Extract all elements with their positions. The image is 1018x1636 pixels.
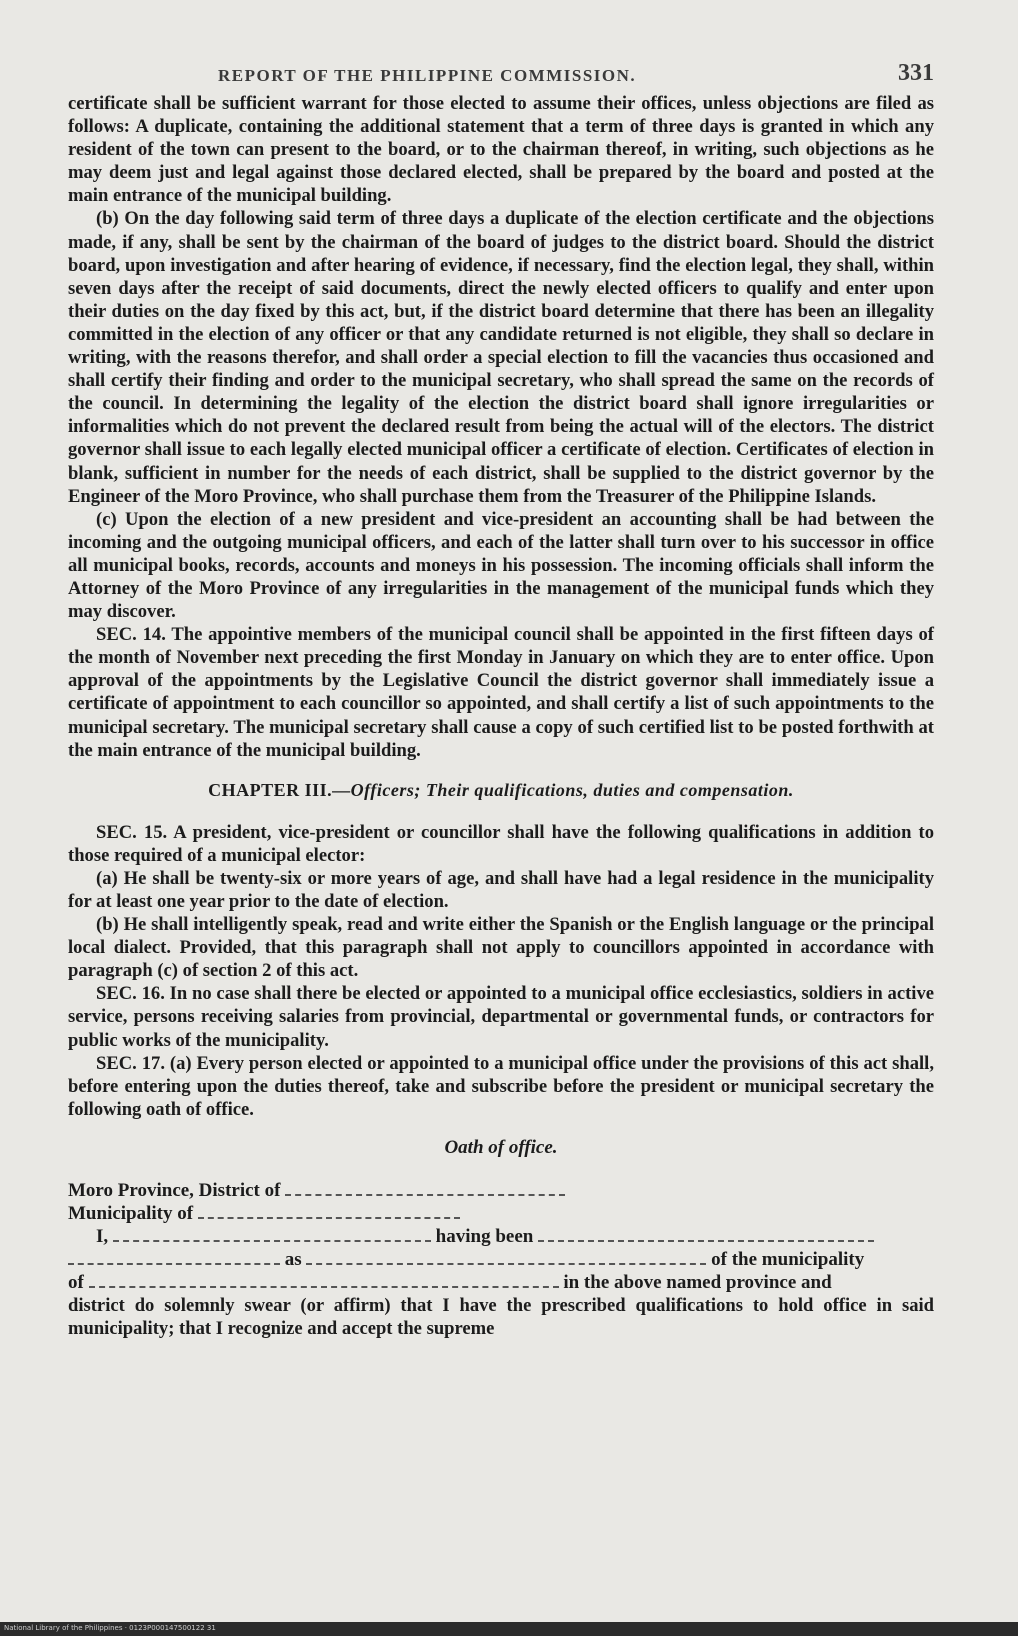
- body-paragraph: certificate shall be sufficient warrant for those elected to assume their offices, unless objections are filed as follows: A duplicate, containing the additional statement that a term of three days is granted in which any resident of the town can present to the board, or to the chairman thereof, in writing, such objections as he may deem just and legal against those declared elected, shall be prepared by the board and posted at the main entrance of the municipal building.: [68, 93, 934, 207]
- section-14-paragraph: SEC. 14. The appointive members of the municipal council shall be appointed in the first fifteen days of the month of November next preceding the first Monday in January on which they are to enter office. Upon approval of the appointments by the Legislative Council the district governor shall immediately issue a certificate of appointment to each councillor so appointed, and shall certify a list of such appointments to the municipal secretary. The municipal secretary shall cause a copy of such certified list to be posted forthwith at the main entrance of the municipal building.: [68, 624, 934, 761]
- scan-footer-strip: [0, 1622, 1018, 1636]
- blank-field: [306, 1251, 706, 1265]
- oath-text: district do solemnly swear (or affirm) that I have the prescribed qualifications to hold office in said municipality; that I recognize and accept the supreme: [68, 1294, 934, 1340]
- blank-field: [113, 1228, 431, 1242]
- blank-field: [198, 1205, 460, 1219]
- oath-label: of: [68, 1271, 84, 1293]
- scan-source-label: National Library of the Philippines · 0123P000147500122 31: [4, 1624, 216, 1632]
- blank-field: [89, 1274, 559, 1288]
- body-paragraph: (b) On the day following said term of three days a duplicate of the election certificate and the objections made, if any, shall be sent by the chairman of the board of judges to the district board. Should the district board, upon investigation and after hearing of evidence, if necessary, find the election legal, they shall, within seven days after the receipt of said documents, direct the newly elected officers to qualify and enter upon their duties on the day fixed by this act, but, if the district board determine that there has been an illegality committed in the election of any officer or that any candidate returned is not eligible, they shall so declare in writing, with the reasons therefor, and shall order a special election to fill the vacancies thus occasioned and shall certify their finding and order to the municipal secretary, who shall spread the same on the records of the council. In determining the legality of the election the district board shall ignore irregularities or informalities which do not prevent the declared result from being the actual will of the electors. The district governor shall issue to each legally elected municipal officer a certificate of election. Certificates of election in blank, sufficient in number for the needs of each district, shall be supplied to the district governor by the Engineer of the Moro Province, who shall purchase them from the Treasurer of the Philippine Islands.: [68, 208, 934, 507]
- section-16-paragraph: SEC. 16. In no case shall there be elected or appointed to a municipal office ecclesiastics, soldiers in active service, persons receiving salaries from provincial, departmental or governmental funds, or contractors for public works of the municipality.: [68, 983, 934, 1051]
- oath-label: of the municipality: [711, 1248, 865, 1270]
- oath-label: I,: [96, 1225, 109, 1247]
- chapter-heading: [68, 780, 934, 801]
- oath-label: Moro Province, District of: [68, 1179, 281, 1201]
- oath-label: as: [284, 1248, 302, 1270]
- page-header-title: REPORT OF THE PHILIPPINE COMMISSION.: [218, 66, 637, 85]
- page-number: 331: [898, 60, 934, 86]
- oath-form-line: [68, 1202, 934, 1225]
- chapter-label: CHAPTER III.—: [208, 779, 351, 800]
- blank-field: [538, 1228, 874, 1242]
- oath-label: Municipality of: [68, 1202, 194, 1224]
- body-paragraph: (c) Upon the election of a new president and vice-president an accounting shall be had between the incoming and the outgoing municipal officers, and each of the latter shall turn over to his successor in office all municipal books, records, accounts and moneys in his possession. The incoming officials shall inform the Attorney of the Moro Province of any irregularities in the management of the municipal funds which they may discover.: [68, 508, 934, 623]
- section-17-paragraph: SEC. 17. (a) Every person elected or appointed to a municipal office under the provisions of this act shall, before entering upon the duties thereof, take and subscribe before the president or municipal secretary the following oath of office.: [68, 1052, 934, 1120]
- blank-field: [68, 1251, 280, 1265]
- section-15-paragraph: SEC. 15. A president, vice-president or councillor shall have the following qualifications in addition to those required of a municipal elector:: [68, 821, 934, 866]
- oath-label: in the above named province and: [563, 1271, 832, 1293]
- body-paragraph: (b) He shall intelligently speak, read and write either the Spanish or the English language or the principal local dialect. Provided, that this paragraph shall not apply to councillors appointed in accordance with paragraph (c) of section 2 of this act.: [68, 914, 934, 982]
- body-paragraph: (a) He shall be twenty-six or more years of age, and shall have had a legal residence in the municipality for at least one year prior to the date of election.: [68, 867, 934, 912]
- oath-title: Oath of office.: [444, 1136, 558, 1158]
- document-page: [68, 56, 934, 1340]
- oath-form-line: [68, 1271, 934, 1294]
- oath-form-line: [68, 1179, 934, 1202]
- blank-field: [285, 1182, 565, 1196]
- oath-form-line: [68, 1225, 934, 1248]
- oath-form-line: [68, 1248, 934, 1271]
- chapter-subtitle: Officers; Their qualifications, duties and compensation.: [350, 779, 794, 800]
- running-head: [68, 56, 934, 92]
- oath-label: having been: [435, 1225, 534, 1247]
